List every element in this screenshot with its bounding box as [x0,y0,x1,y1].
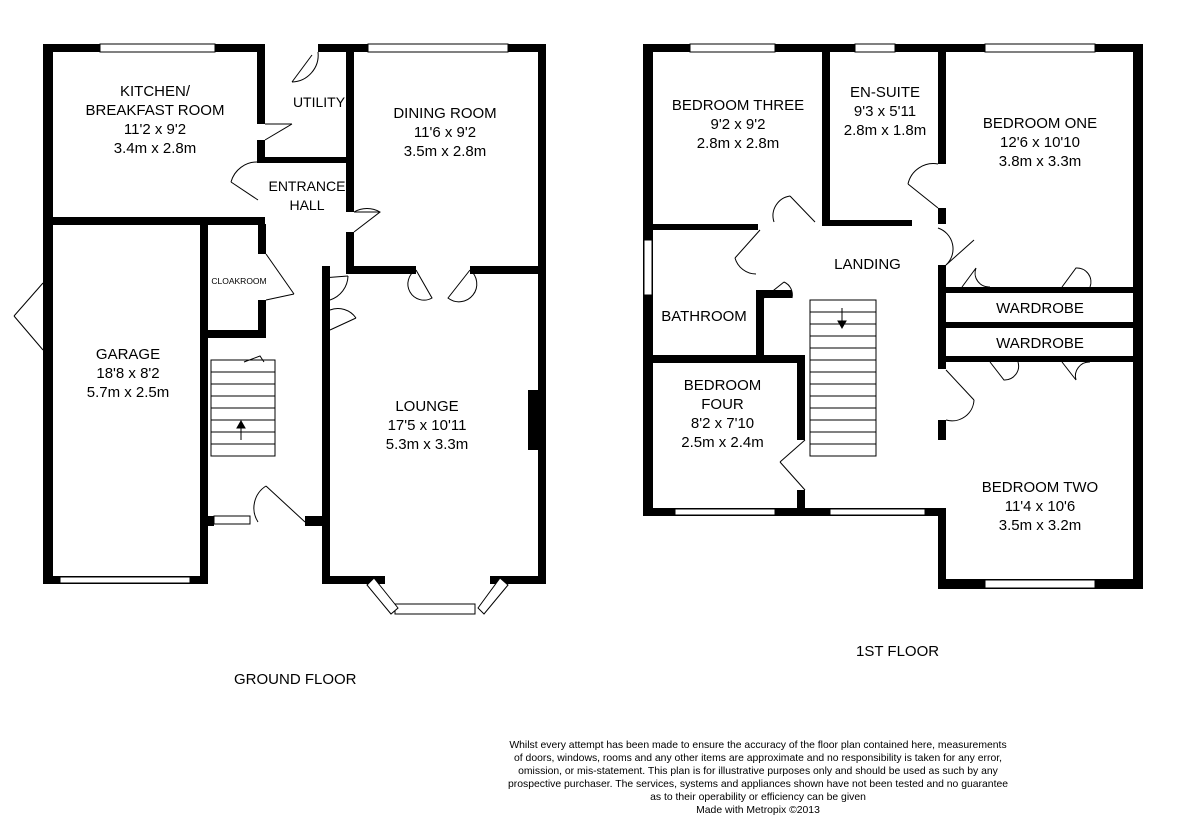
wardrobe-upper-label [970,299,1110,318]
lounge-imperial: 17'5 x 10'11 [387,417,467,434]
disclaimer-line: prospective purchaser. The services, systems and appliances shown have not been tested and no guarantee [507,779,1009,790]
wardrobe1-name: WARDROBE [996,300,1084,317]
metropix-credit: Made with Metropix ©2013 [696,805,820,816]
kitchen-name-line1: KITCHEN/ [119,83,190,100]
disclaimer-text [458,739,1058,817]
kitchen-name-line2: BREAKFAST ROOM [85,102,225,119]
utility-label [290,93,348,112]
bed4-imperial: 8'2 x 7'10 [690,415,755,432]
bed1-metric: 3.8m x 3.3m [998,153,1082,170]
first-floor-title: 1ST FLOOR [856,643,940,660]
first-floor-stairs [810,300,876,456]
disclaimer-line: Whilst every attempt has been made to ensure the accuracy of the floor plan contained here, measurements [509,740,1007,751]
dining-room-label [370,104,520,161]
bed1-name: BEDROOM ONE [982,115,1098,132]
landing-name: LANDING [834,256,901,273]
entrance-hall-label [262,177,352,215]
bed4-name-line2: FOUR [701,396,744,413]
bed3-name: BEDROOM THREE [671,97,805,114]
ground-floor-title: GROUND FLOOR [234,671,357,688]
lounge-metric: 5.3m x 3.3m [385,436,469,453]
cloakroom-name: CLOAKROOM [211,276,267,286]
dining-imperial: 11'6 x 9'2 [413,124,477,141]
cloakroom-label [208,276,270,287]
bed2-name: BEDROOM TWO [981,479,1099,496]
dining-metric: 3.5m x 2.8m [403,143,487,160]
bed3-imperial: 9'2 x 9'2 [710,116,766,133]
garage-imperial: 18'8 x 8'2 [96,365,160,382]
wardrobe-lower-label [970,334,1110,353]
bedroom-four-label [655,376,790,452]
bed1-imperial: 12'6 x 10'10 [1000,134,1080,151]
disclaimer-line: omission, or mis-statement. This plan is for illustrative purposes only and should be used as such by any [518,766,998,777]
ensuite-metric: 2.8m x 1.8m [843,122,927,139]
en-suite-label [830,83,940,140]
ensuite-imperial: 9'3 x 5'11 [853,103,917,120]
disclaimer-line: as to their operability or efficiency can be given [650,792,866,803]
bedroom-three-label [658,96,818,153]
ensuite-name: EN-SUITE [849,84,920,101]
bathroom-name: BATHROOM [661,308,747,325]
disclaimer-line: of doors, windows, rooms and any other items are approximate and no responsibility is taken for any error, [513,753,1003,764]
bed2-metric: 3.5m x 3.2m [998,517,1082,534]
garage-name: GARAGE [95,346,161,363]
entrance-name-line2: HALL [289,197,325,213]
bedroom-two-label [960,478,1120,535]
bathroom-label [652,307,756,326]
utility-name: UTILITY [292,94,346,110]
dining-name: DINING ROOM [393,105,497,122]
garage-label [60,345,196,402]
kitchen-imperial: 11'2 x 9'2 [123,121,187,138]
bedroom-one-label [960,114,1120,171]
bed2-imperial: 11'4 x 10'6 [1004,498,1076,515]
kitchen-label [60,82,250,158]
garage-metric: 5.7m x 2.5m [86,384,170,401]
lounge-name: LOUNGE [395,398,459,415]
lounge-label [352,397,502,454]
bed3-metric: 2.8m x 2.8m [696,135,780,152]
entrance-name-line1: ENTRANCE [268,178,346,194]
kitchen-metric: 3.4m x 2.8m [113,140,197,157]
bed4-metric: 2.5m x 2.4m [681,434,764,451]
wardrobe2-name: WARDROBE [996,335,1084,352]
bed4-name-line1: BEDROOM [683,377,762,394]
ground-floor-stairs [211,356,275,456]
landing-label [820,255,915,274]
